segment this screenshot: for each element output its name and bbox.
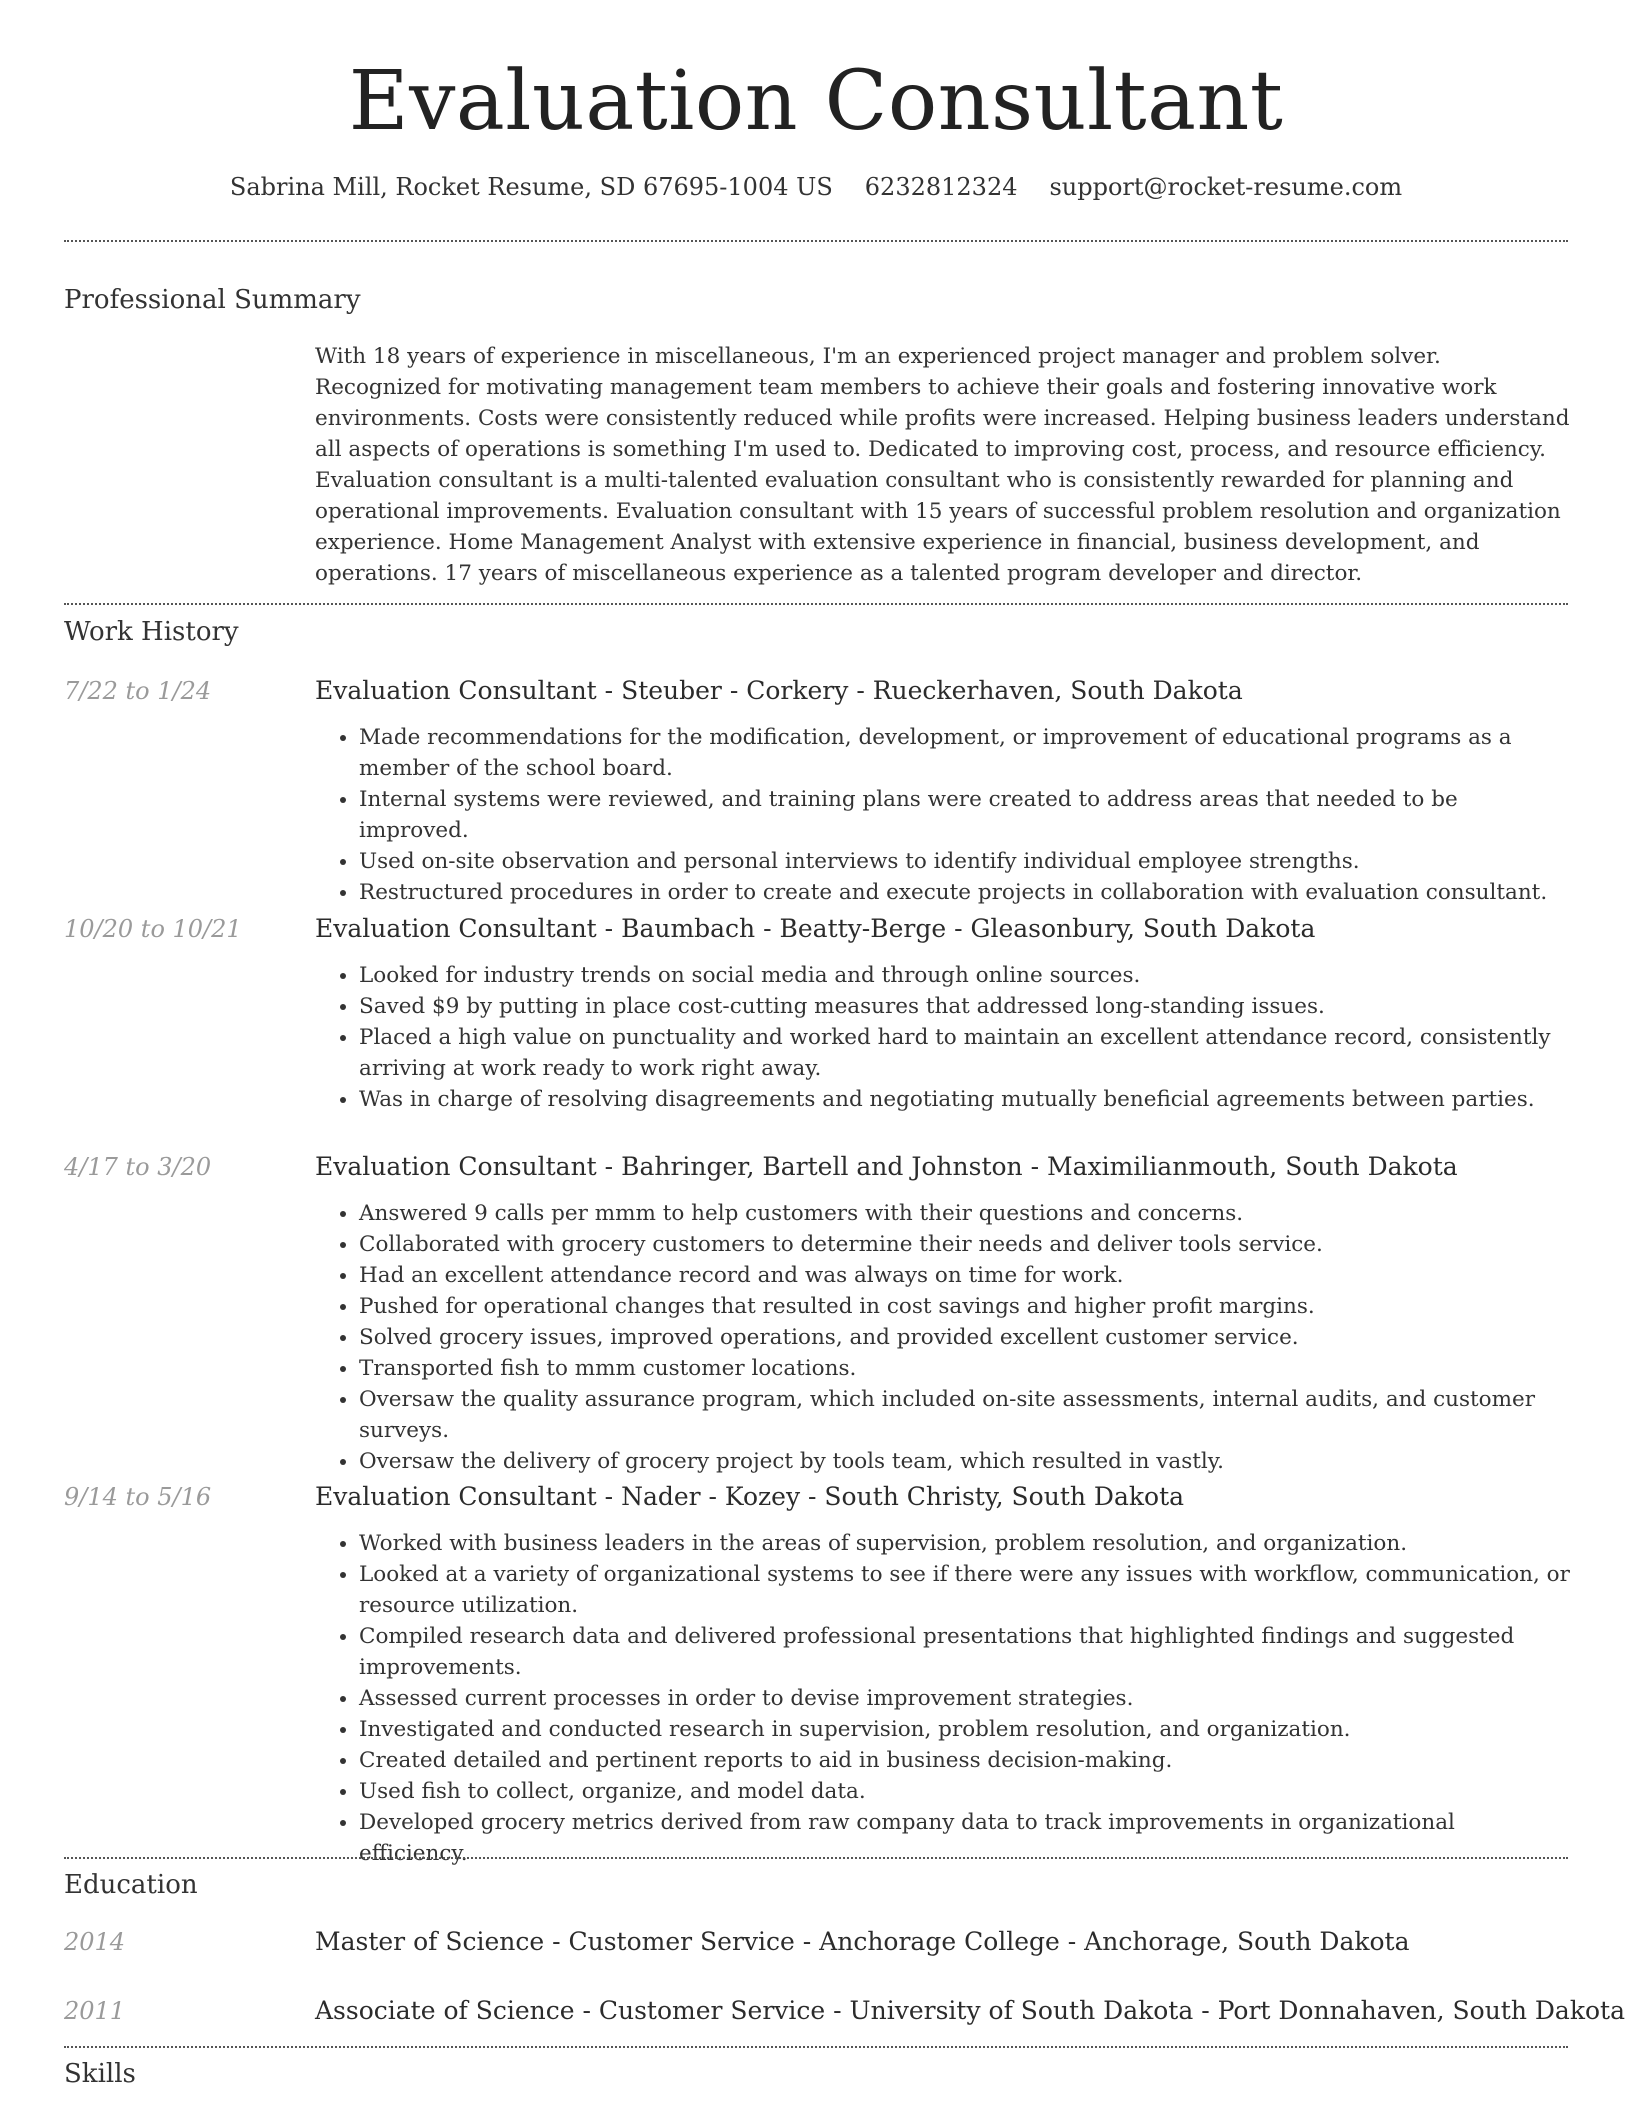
page-title: Evaluation Consultant: [348, 54, 1284, 149]
job-bullet: • Answered 9 calls per mmm to help customers with their questions and concerns.: [359, 1198, 1570, 1229]
job-bullets: [315, 722, 1570, 908]
section-heading-education: Education: [64, 1870, 198, 1900]
job-title: Evaluation Consultant - Bahringer, Bartell and Johnston - Maximilianmouth, South Dakota: [315, 1152, 1458, 1181]
contact-line: [0, 170, 1632, 204]
contact-email: support@rocket-resume.com: [1049, 173, 1403, 201]
section-heading-work-history: Work History: [64, 617, 239, 647]
contact-address: Sabrina Mill, Rocket Resume, SD 67695-1004 US: [229, 173, 833, 201]
job-bullet: • Had an excellent attendance record and was always on time for work.: [359, 1260, 1570, 1291]
divider: [64, 2046, 1568, 2048]
job-bullet: • Oversaw the quality assurance program, which included on-site assessments, internal audits, and customer surveys.: [359, 1384, 1570, 1446]
job-bullet: • Investigated and conducted research in supervision, problem resolution, and organization.: [359, 1714, 1570, 1745]
job-bullet: • Internal systems were reviewed, and training plans were created to address areas that needed to be improved.: [359, 784, 1570, 846]
job-bullet: • Was in charge of resolving disagreements and negotiating mutually beneficial agreements between parties.: [359, 1084, 1570, 1115]
job-title: Evaluation Consultant - Nader - Kozey - South Christy, South Dakota: [315, 1482, 1185, 1511]
job-bullet: • Looked for industry trends on social media and through online sources.: [359, 960, 1570, 991]
job-dates: 4/17 to 3/20: [64, 1153, 212, 1181]
summary-text: With 18 years of experience in miscellaneous, I'm an experienced project manager and problem solver. Recognized for motivating management team members to achieve their goals and fostering innovative work environments. Costs were consistently reduced while profits were increased. Helping business leaders understand all aspects of operations is something I'm used to. Dedicated to improving cost, process, and resource efficiency. Evaluation consultant is a multi-talented evaluation consultant who is consistently rewarded for planning and operational improvements. Evaluation consultant with 15 years of successful problem resolution and organization experience. Home Management Analyst with extensive experience in financial, business development, and operations. 17 years of miscellaneous experience as a talented program developer and director.: [315, 344, 1570, 586]
job-bullet: • Created detailed and pertinent reports to aid in business decision-making.: [359, 1745, 1570, 1776]
job-bullet: • Developed grocery metrics derived from raw company data to track improvements in organizational efficiency.: [359, 1807, 1570, 1869]
education-degree: Master of Science - Customer Service - Anchorage College - Anchorage, South Dakota: [315, 1927, 1410, 1956]
job-bullet: • Restructured procedures in order to create and execute projects in collaboration with evaluation consultant.: [359, 877, 1570, 908]
job-bullet: • Transported fish to mmm customer locations.: [359, 1353, 1570, 1384]
job-bullet: • Solved grocery issues, improved operations, and provided excellent customer service.: [359, 1322, 1570, 1353]
divider: [64, 603, 1568, 605]
job-title: Evaluation Consultant - Steuber - Corkery - Rueckerhaven, South Dakota: [315, 676, 1243, 705]
job-bullet: • Oversaw the delivery of grocery project by tools team, which resulted in vastly.: [359, 1446, 1570, 1477]
job-bullet: • Placed a high value on punctuality and worked hard to maintain an excellent attendance record, consistently arriving at work ready to work right away.: [359, 1022, 1570, 1084]
job-dates: 10/20 to 10/21: [64, 915, 242, 943]
job-bullet: • Worked with business leaders in the areas of supervision, problem resolution, and organization.: [359, 1528, 1570, 1559]
job-bullet: • Assessed current processes in order to devise improvement strategies.: [359, 1683, 1570, 1714]
education-year: 2014: [64, 1928, 126, 1956]
job-bullet: • Used fish to collect, organize, and model data.: [359, 1776, 1570, 1807]
education-entry: [0, 1926, 1632, 1960]
job-title: Evaluation Consultant - Baumbach - Beatty-Berge - Gleasonbury, South Dakota: [315, 914, 1316, 943]
job-bullet: • Looked at a variety of organizational systems to see if there were any issues with workflow, communication, or resource utilization.: [359, 1559, 1570, 1621]
contact-phone: 6232812324: [864, 173, 1018, 201]
divider: [64, 1857, 1568, 1859]
job-bullet: • Made recommendations for the modification, development, or improvement of educational programs as a member of the school board.: [359, 722, 1570, 784]
education-entry: [0, 1995, 1632, 2029]
job-bullet: • Pushed for operational changes that resulted in cost savings and higher profit margins.: [359, 1291, 1570, 1322]
job-dates: 7/22 to 1/24: [64, 677, 212, 705]
section-heading-summary: Professional Summary: [64, 285, 361, 315]
job-bullet: • Compiled research data and delivered professional presentations that highlighted findings and suggested improvements.: [359, 1621, 1570, 1683]
education-year: 2011: [64, 1997, 126, 2025]
section-heading-skills: Skills: [64, 2059, 136, 2089]
job-bullet: • Saved $9 by putting in place cost-cutting measures that addressed long-standing issues.: [359, 991, 1570, 1022]
job-bullet: • Collaborated with grocery customers to determine their needs and deliver tools service.: [359, 1229, 1570, 1260]
job-bullets: [315, 1528, 1570, 1869]
job-bullets: [315, 1198, 1570, 1477]
job-bullet: • Used on-site observation and personal interviews to identify individual employee strengths.: [359, 846, 1570, 877]
job-dates: 9/14 to 5/16: [64, 1483, 212, 1511]
education-degree: Associate of Science - Customer Service - University of South Dakota - Port Donnahaven, South Dakota: [315, 1996, 1625, 2025]
job-bullets: [315, 960, 1570, 1115]
divider: [64, 240, 1568, 242]
